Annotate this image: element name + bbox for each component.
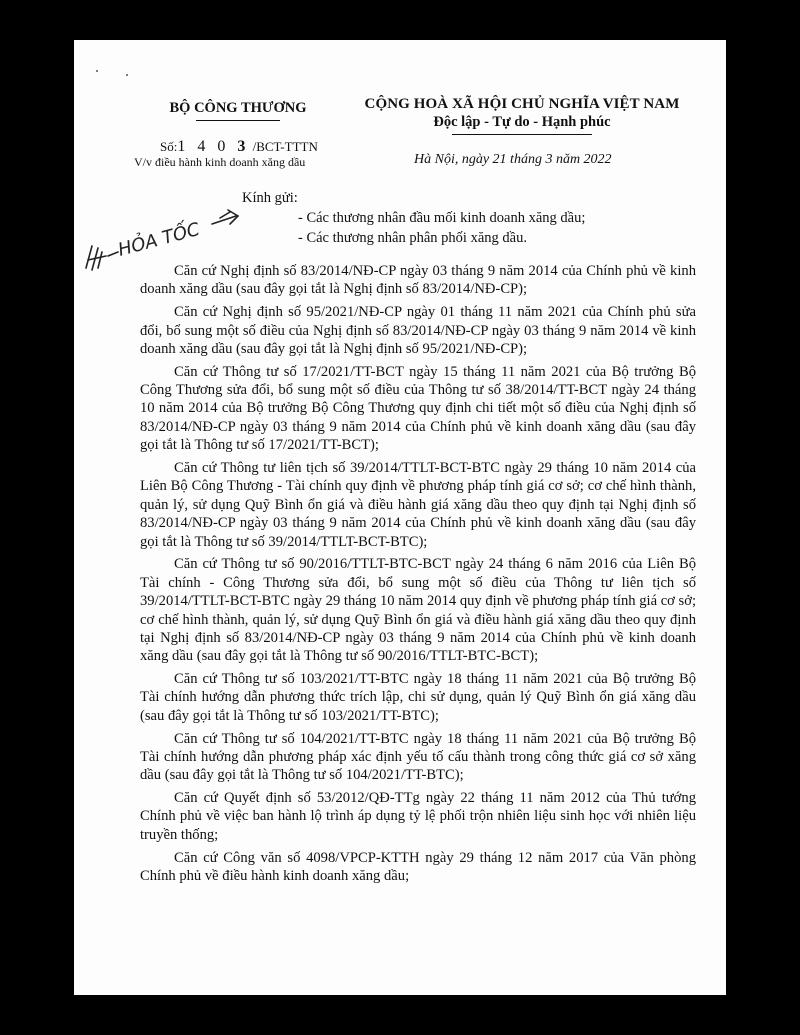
issuer-block — [138, 100, 338, 121]
date-line: Hà Nội, ngày 21 tháng 3 năm 2022 — [414, 152, 612, 167]
legal-basis-paragraph: Căn cứ Thông tư liên tịch số 39/2014/TTLT-BCT-BTC ngày 29 tháng 10 năm 2014 của Liên Bộ Công Thương - Tài chính quy định về phương pháp tính giá cơ sở; cơ chế hình thành, quản lý, sử dụng Quỹ Bình ổn giá và điều hành giá xăng dầu theo quy định tại Nghị định số 83/2014/NĐ-CP ngày 03 tháng 9 năm 2014 của Chính phủ về kinh doanh xăng dầu (sau đây gọi tắt là Thông tư số 39/2014/TTLT-BCT-BTC); — [140, 459, 696, 550]
nation-name: CỘNG HOÀ XÃ HỘI CHỦ NGHĨA VIỆT NAM — [364, 96, 680, 112]
legal-basis-paragraph: Căn cứ Thông tư số 103/2021/TT-BTC ngày 18 tháng 11 năm 2021 của Bộ trưởng Bộ Tài chính hướng dẫn phương thức trích lập, chi sử dụng, quản lý Quỹ Bình ổn giá xăng dầu (sau đây gọi tắt là Thông tư số 103/2021/TT-BTC); — [140, 671, 696, 724]
doc-number-last-digit: 3 — [237, 138, 250, 155]
scan-speck — [126, 74, 128, 76]
document-page — [74, 40, 726, 995]
document-number — [160, 138, 318, 156]
legal-basis-paragraph: Căn cứ Công văn số 4098/VPCP-KTTH ngày 29 tháng 12 năm 2017 của Văn phòng Chính phủ về điều hành kinh doanh xăng dầu; — [140, 849, 696, 884]
legal-basis-paragraph: Căn cứ Nghị định số 95/2021/NĐ-CP ngày 01 tháng 11 năm 2021 của Chính phủ sửa đổi, bổ sung một số điều của Nghị định số 83/2014/NĐ-CP ngày 03 tháng 9 năm 2014 về kinh doanh xăng dầu (sau đây gọi tắt là Nghị định số 95/2021/NĐ-CP); — [140, 304, 696, 357]
legal-basis-paragraph: Căn cứ Quyết định số 53/2012/QĐ-TTg ngày 22 tháng 11 năm 2012 của Thủ tướng Chính phủ về việc ban hành lộ trình áp dụng tỷ lệ phối trộn nhiên liệu sinh học với nhiên liệu truyền thống; — [140, 790, 696, 843]
doc-number-digits: 1 4 0 — [177, 138, 230, 155]
legal-basis-paragraph: Căn cứ Thông tư số 90/2016/TTLT-BTC-BCT ngày 24 tháng 6 năm 2016 của Liên Bộ Tài chính - Công Thương sửa đổi, bổ sung một số điều của Thông tư liên tịch số 39/2014/TTLT-BCT-BTC ngày 29 tháng 10 năm 2014 quy định về phương pháp tính giá cơ sở; cơ chế hình thành, quản lý, sử dụng Quỹ Bình ổn giá và điều hành giá xăng dầu theo quy định tại Nghị định số 83/2014/NĐ-CP ngày 03 tháng 9 năm 2014 của Chính phủ về kinh doanh xăng dầu (sau đây gọi tắt là Thông tư số 90/2016/TTLT-BTC-BCT); — [140, 556, 697, 665]
addressee-label: Kính gửi: — [242, 190, 298, 206]
urgent-stamp-text: HỎA TỐC — [115, 218, 202, 261]
organization-name: BỘ CÔNG THƯƠNG — [169, 100, 307, 116]
document-subject: V/v điều hành kinh doanh xăng dầu — [134, 155, 306, 169]
doc-number-suffix: /BCT-TTTN — [252, 139, 318, 154]
legal-basis-paragraph: Căn cứ Thông tư số 104/2021/TT-BTC ngày 18 tháng 11 năm 2021 của Bộ trưởng Bộ Tài chính hướng dẫn phương pháp xác định yếu tố cấu thành trong công thức giá cơ sở xăng dầu (sau đây gọi tắt là Thông tư số 104/2021/TT-BTC); — [140, 730, 696, 784]
legal-basis-paragraph: Căn cứ Nghị định số 83/2014/NĐ-CP ngày 03 tháng 9 năm 2014 của Chính phủ về kinh doanh xăng dầu (sau đây gọi tắt là Nghị định số 83/2014/NĐ-CP); — [140, 263, 696, 298]
motto-underline — [452, 134, 592, 135]
national-heading — [360, 96, 684, 135]
doc-number-prefix: Số: — [160, 139, 178, 154]
scan-speck — [96, 70, 98, 72]
organization-underline — [196, 120, 280, 121]
recipient-item: - Các thương nhân phân phối xăng dầu. — [298, 230, 527, 246]
document-body — [140, 262, 696, 890]
legal-basis-paragraph: Căn cứ Thông tư số 17/2021/TT-BCT ngày 15 tháng 11 năm 2021 của Bộ trưởng Bộ Công Thương sửa đổi, bổ sung một số điều của Thông tư số 38/2014/TT-BCT ngày 24 tháng 10 năm 2014 của Bộ trưởng Bộ Công Thương quy định chi tiết một số điều của Nghị định số 83/2014/NĐ-CP ngày 03 tháng 9 năm 2014 của Chính phủ về kinh doanh xăng dầu (sau đây gọi tắt là Thông tư số 17/2021/TT-BCT); — [140, 363, 696, 454]
recipient-item: - Các thương nhân đầu mối kinh doanh xăng dầu; — [298, 210, 586, 226]
national-motto: Độc lập - Tự do - Hạnh phúc — [433, 114, 611, 130]
